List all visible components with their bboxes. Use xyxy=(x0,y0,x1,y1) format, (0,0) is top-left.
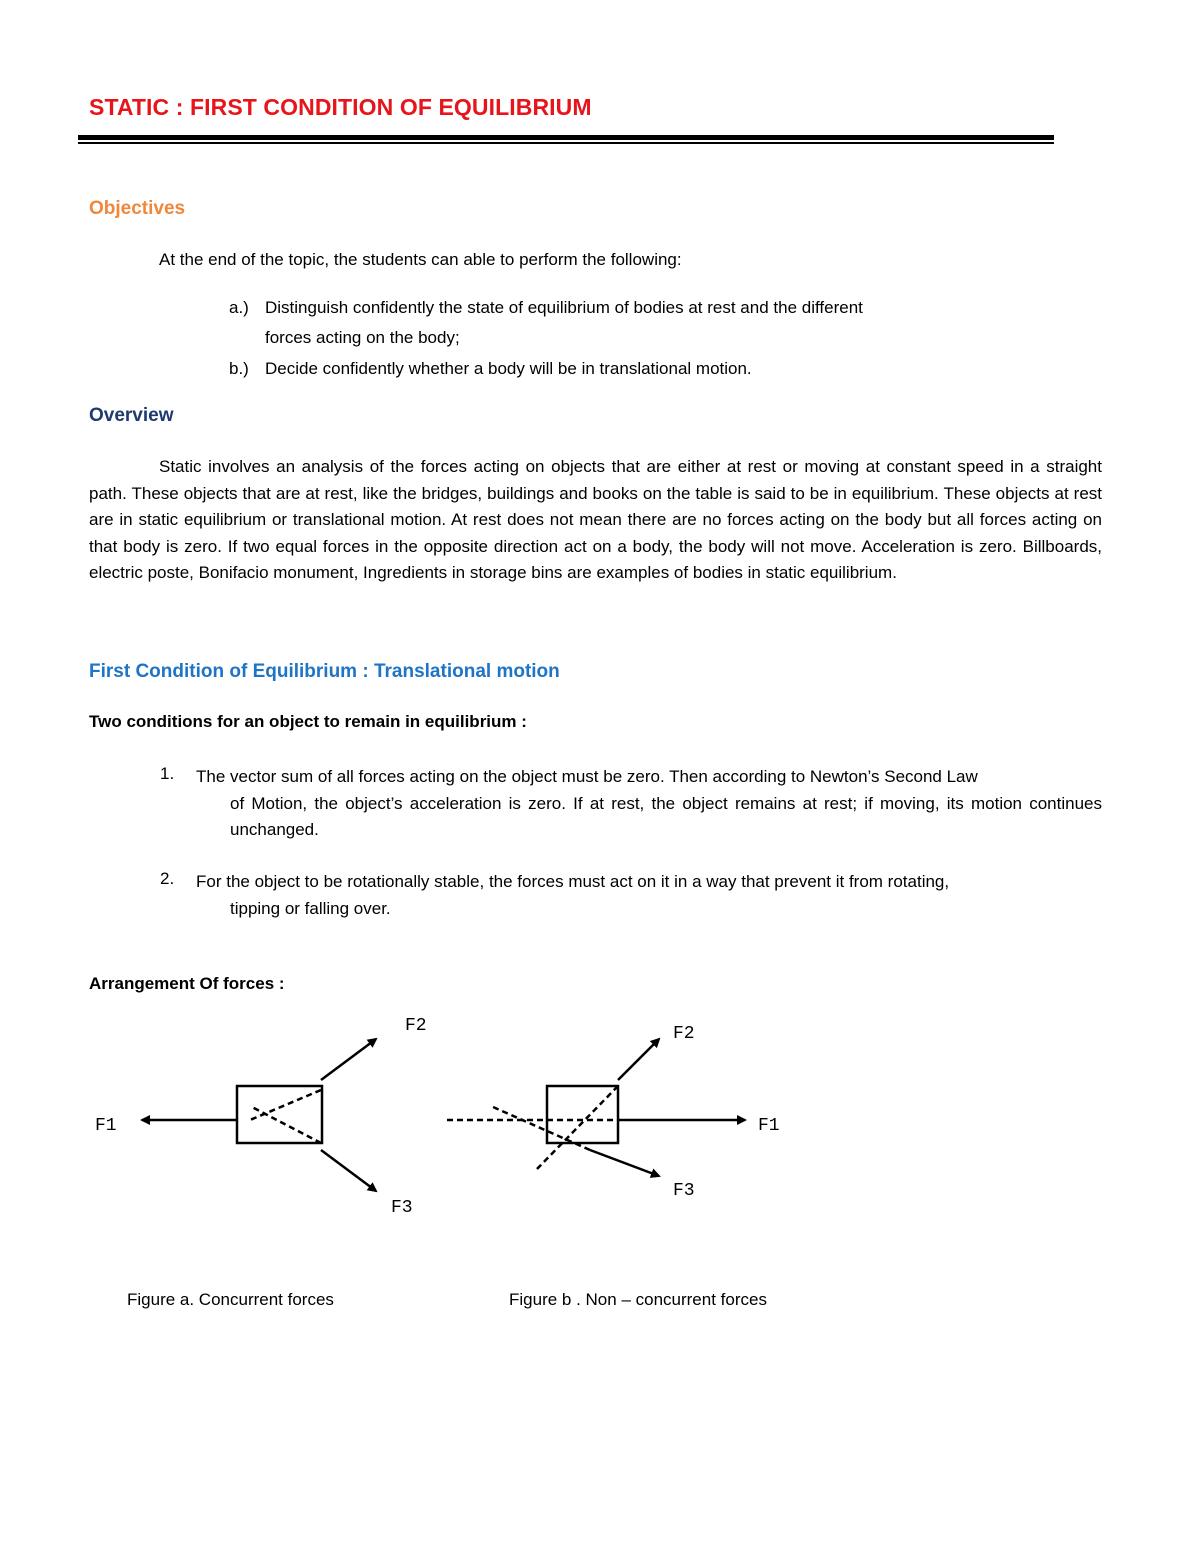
figure-b-f3-label: F3 xyxy=(673,1181,695,1201)
figure-b-f1-label: F1 xyxy=(758,1116,780,1136)
first-condition-heading: First Condition of Equilibrium : Translational motion xyxy=(89,661,560,682)
figure-b-f2-dashed xyxy=(536,1086,618,1170)
condition-2-number: 2. xyxy=(160,869,175,888)
overview-text: Static involves an analysis of the forces acting on objects that are either at rest or moving at constant speed in a straight path. These objects that are at rest, like the bridges, buildings and books on the table is said to be in equilibrium. These objects at rest are in static equilibrium or translational motion. At rest does not mean there are no forces acting on the body but all forces acting on that body is zero. If two equal forces in the opposite direction act on a body, the body will not move. Acceleration is zero. Billboards, electric poste, Bonifacio monument, Ingredients in storage bins are examples of bodies in static equilibrium. xyxy=(89,457,1102,582)
figure-b-f2-arrow xyxy=(618,1039,659,1080)
arrangement-heading: Arrangement Of forces : xyxy=(89,974,285,993)
objectives-intro: At the end of the topic, the students can able to perform the following: xyxy=(159,250,682,269)
objectives-heading: Objectives xyxy=(89,198,186,219)
figure-a-f3-arrow xyxy=(321,1150,376,1191)
figure-a-caption: Figure a. Concurrent forces xyxy=(127,1290,334,1309)
figure-a-f3-dashed xyxy=(250,1106,321,1143)
figure-b-f3-arrow xyxy=(590,1150,659,1176)
figure-b-f2-label: F2 xyxy=(673,1024,695,1044)
condition-1-number: 1. xyxy=(160,764,175,783)
objective-b-line1: Decide confidently whether a body will be in translational motion. xyxy=(265,359,752,378)
conditions-subheading: Two conditions for an object to remain in equilibrium : xyxy=(89,712,527,731)
objective-a-line1: Distinguish confidently the state of equilibrium of bodies at rest and the different xyxy=(265,298,863,317)
objective-a-letter: a.) xyxy=(229,298,249,317)
condition-1-rest: of Motion, the object’s acceleration is zero. If at rest, the object remains at rest; if moving, its motion continues unchanged. xyxy=(230,793,1102,839)
condition-2-rest: tipping or falling over. xyxy=(230,898,391,918)
overview-heading: Overview xyxy=(89,405,174,426)
objective-b-letter: b.) xyxy=(229,359,249,378)
figure-a-f3-label: F3 xyxy=(391,1198,413,1218)
figure-a-f2-arrow xyxy=(321,1039,376,1080)
objective-a-line2: forces acting on the body; xyxy=(265,328,460,347)
figure-a-f2-dashed xyxy=(250,1090,321,1120)
figure-b-diagram xyxy=(447,1039,745,1176)
figure-b-caption: Figure b . Non – concurrent forces xyxy=(509,1290,767,1309)
condition-1-line1: The vector sum of all forces acting on the object must be zero. Then according to Newton’s Second Law xyxy=(196,767,978,786)
condition-2-line1: For the object to be rotationally stable, the forces must act on it in a way that prevent it from rotating, xyxy=(196,872,950,891)
figure-a-f1-label: F1 xyxy=(95,1116,117,1136)
figure-a-f2-label: F2 xyxy=(405,1016,427,1036)
page-title: STATIC : FIRST CONDITION OF EQUILIBRIUM xyxy=(89,94,592,120)
figure-a-diagram xyxy=(142,1039,376,1191)
